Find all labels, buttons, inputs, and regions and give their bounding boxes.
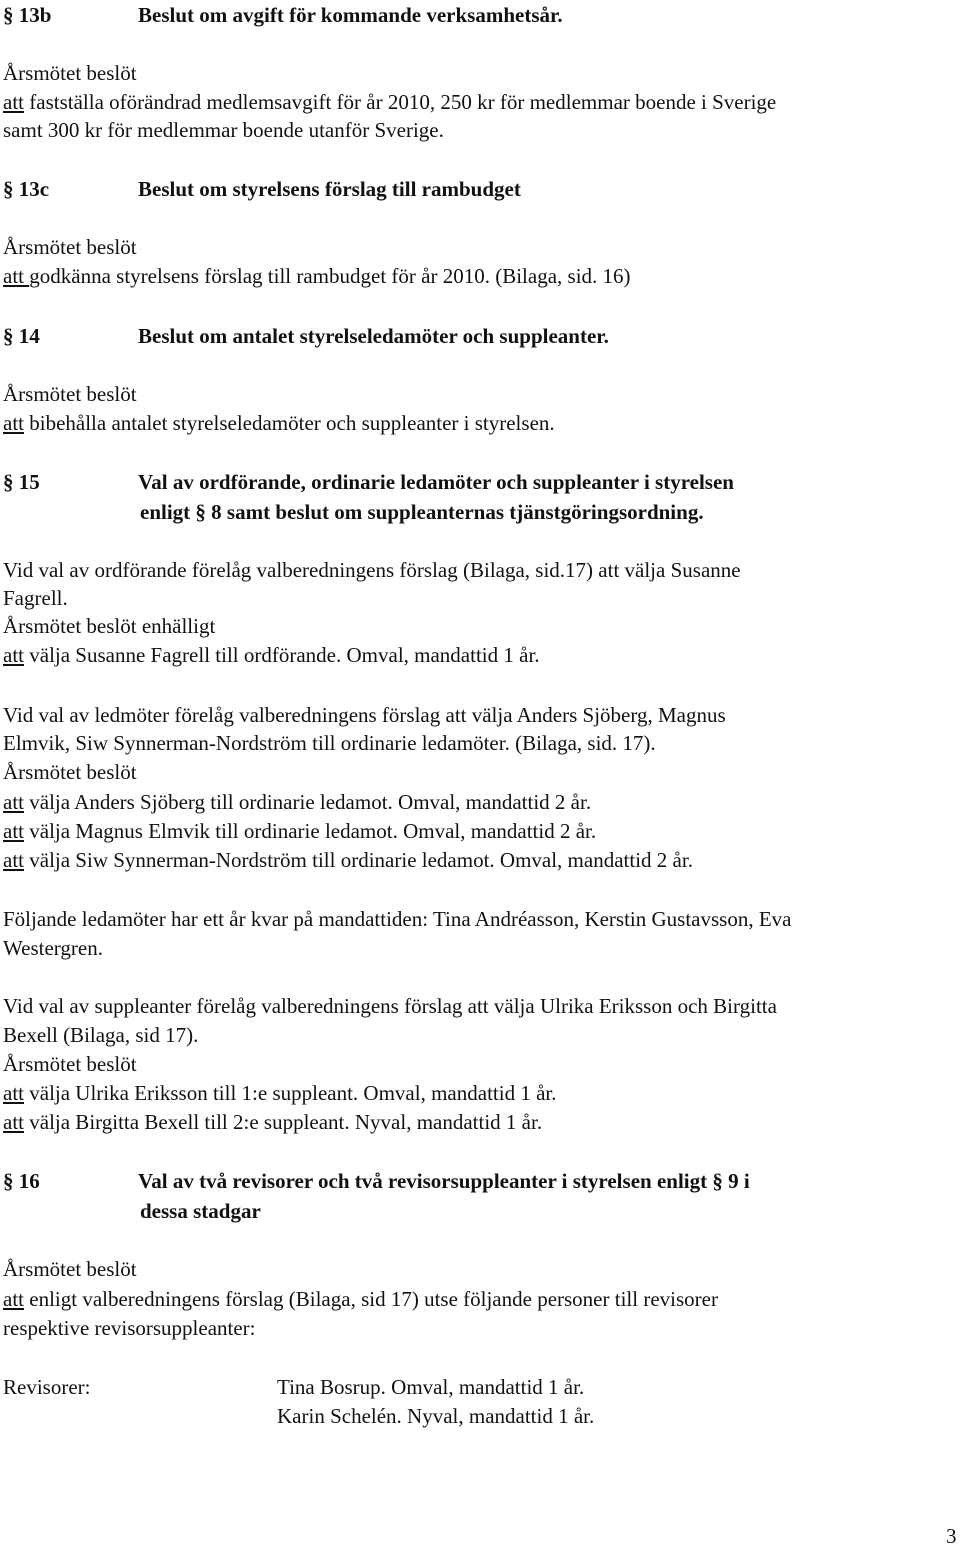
heading-14	[3, 323, 609, 349]
decision-text: att enligt valberedningens förslag (Bilaga, sid 17) utse följande personer till revisorer	[3, 1287, 718, 1311]
subs-proposal: Vid val av suppleanter förelåg valberedningens förslag att välja Ulrika Eriksson och Birgitta	[3, 994, 777, 1018]
remaining-members: Westergren.	[3, 936, 103, 960]
heading-15	[3, 469, 734, 524]
members-proposal: Vid val av ledmöter förelåg valberedningens förslag att välja Anders Sjöberg, Magnus	[3, 703, 726, 727]
auditor-entry: Tina Bosrup. Omval, mandattid 1 år.	[277, 1375, 585, 1399]
heading-16	[3, 1168, 750, 1223]
decision-label: Årsmötet beslöt	[3, 235, 137, 259]
section-title: Beslut om antalet styrelseledamöter och suppleanter.	[138, 324, 609, 348]
chair-proposal: Fagrell.	[3, 586, 68, 610]
remaining-members: Följande ledamöter har ett år kvar på mandattiden: Tina Andréasson, Kerstin Gustavsson, Eva	[3, 907, 792, 931]
decision-text: samt 300 kr för medlemmar boende utanför Sverige.	[3, 118, 444, 142]
section-title: Val av två revisorer och två revisorsuppleanter i styrelsen enligt § 9 i	[138, 1169, 750, 1193]
decision-text: att fastställa oförändrad medlemsavgift för år 2010, 250 kr för medlemmar boende i Sverige	[3, 90, 777, 114]
member-decision-item: att välja Anders Sjöberg till ordinarie ledamot. Omval, mandattid 2 år.	[3, 790, 592, 814]
members-decision-label: Årsmötet beslöt	[3, 760, 137, 784]
page-number: 3	[946, 1524, 957, 1548]
chair-decision-label: Årsmötet beslöt enhälligt	[3, 614, 216, 638]
section-number: § 14	[3, 324, 40, 348]
member-decision-item: att välja Siw Synnerman-Nordström till ordinarie ledamot. Omval, mandattid 2 år.	[3, 848, 693, 872]
section-number: § 13b	[3, 3, 52, 27]
decision-label: Årsmötet beslöt	[3, 61, 137, 85]
heading-13b	[3, 2, 563, 28]
subs-proposal: Bexell (Bilaga, sid 17).	[3, 1023, 199, 1047]
decision-label: Årsmötet beslöt	[3, 382, 137, 406]
decision-label: Årsmötet beslöt	[3, 1257, 137, 1281]
sub-decision-item: att välja Birgitta Bexell till 2:e suppleant. Nyval, mandattid 1 år.	[3, 1110, 543, 1134]
chair-decision-text: att välja Susanne Fagrell till ordförande. Omval, mandattid 1 år.	[3, 643, 540, 667]
member-decision-item: att välja Magnus Elmvik till ordinarie ledamot. Omval, mandattid 2 år.	[3, 819, 597, 843]
section-number: § 15	[3, 470, 40, 494]
decision-text: respektive revisorsuppleanter:	[3, 1316, 256, 1340]
section-title: Val av ordförande, ordinarie ledamöter och suppleanter i styrelsen	[138, 470, 734, 494]
sub-decision-item: att välja Ulrika Eriksson till 1:e suppleant. Omval, mandattid 1 år.	[3, 1081, 557, 1105]
subs-decision-label: Årsmötet beslöt	[3, 1052, 137, 1076]
heading-13c	[3, 176, 521, 202]
chair-proposal: Vid val av ordförande förelåg valberedningens förslag (Bilaga, sid.17) att välja Susanne	[3, 558, 741, 582]
members-proposal: Elmvik, Siw Synnerman-Nordström till ordinarie ledamöter. (Bilaga, sid. 17).	[3, 731, 656, 755]
auditor-entry: Karin Schelén. Nyval, mandattid 1 år.	[277, 1404, 595, 1428]
section-number: § 16	[3, 1169, 40, 1193]
decision-text: att bibehålla antalet styrelseledamöter och suppleanter i styrelsen.	[3, 411, 555, 435]
decision-text: att godkänna styrelsens förslag till rambudget för år 2010. (Bilaga, sid. 16)	[3, 264, 631, 288]
section-title-continued: dessa stadgar	[140, 1199, 261, 1223]
auditors-label: Revisorer:	[3, 1375, 91, 1399]
section-number: § 13c	[3, 177, 50, 201]
section-title: Beslut om avgift för kommande verksamhetsår.	[138, 3, 563, 27]
section-title-continued: enligt § 8 samt beslut om suppleanternas tjänstgöringsordning.	[140, 500, 704, 524]
section-title: Beslut om styrelsens förslag till rambudget	[138, 177, 521, 201]
